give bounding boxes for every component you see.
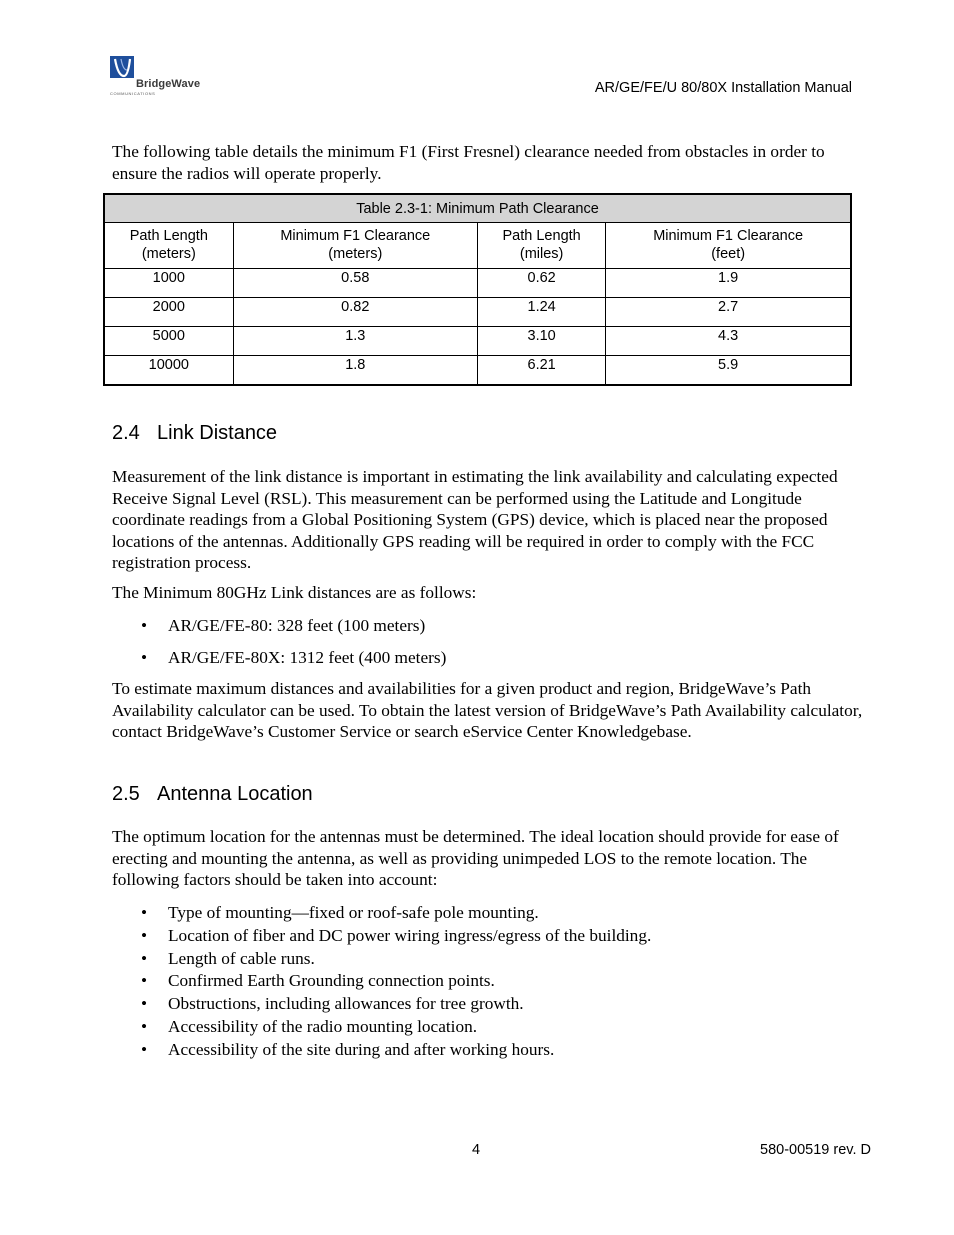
list-item: • AR/GE/FE-80X: 1312 feet (400 meters) [141, 648, 447, 668]
logo-subtitle: COMMUNICATIONS [110, 91, 156, 96]
table-cell: 1000 [104, 269, 233, 298]
bullet-icon: • [141, 616, 148, 635]
table-row [104, 298, 851, 327]
section-heading-link-distance [112, 422, 277, 445]
list-item: • Accessibility of the site during and after working hours. [112, 1039, 872, 1062]
table-cell: 2.7 [606, 298, 851, 327]
section-title: Link Distance [157, 422, 278, 444]
table-cell: 0.58 [233, 269, 477, 298]
minimum-distance-list [112, 615, 872, 669]
table-cell: 10000 [104, 356, 233, 386]
bullet-icon: • [141, 1039, 148, 1059]
logo-wordmark: BridgeWave [136, 78, 201, 90]
table-cell: 5000 [104, 327, 233, 356]
section-heading-antenna-location [112, 783, 313, 806]
page-number: 4 [472, 1142, 481, 1158]
minimum-distance-intro: The Minimum 80GHz Link distances are as follows: [112, 583, 477, 602]
intro-paragraph: The following table details the minimum F1 (First Fresnel) clearance needed from obstacles in order to ensure the radios will operate properly. [112, 142, 825, 183]
list-item: • Location of fiber and DC power wiring ingress/egress of the building. [112, 925, 872, 948]
table-row [104, 356, 851, 386]
bullet-icon: • [141, 925, 148, 945]
bridgewave-logo-icon [110, 56, 136, 90]
column-header: Path Length (miles) [477, 223, 605, 269]
list-item: • Obstructions, including allowances for tree growth. [112, 993, 872, 1016]
path-clearance-table [103, 193, 852, 386]
table-cell: 2000 [104, 298, 233, 327]
table-cell: 3.10 [477, 327, 605, 356]
bullet-icon: • [141, 1016, 148, 1036]
bullet-icon: • [141, 994, 148, 1014]
column-header: Path Length (meters) [104, 223, 233, 269]
antenna-location-paragraph: The optimum location for the antennas must be determined. The ideal location should provide for ease of erecting and mounting the antenna, as well as providing unimpeded LOS to the remote location. The following factors should be taken into account: [112, 827, 839, 890]
manual-title: AR/GE/FE/U 80/80X Installation Manual [594, 80, 852, 96]
company-logo [110, 56, 210, 100]
bullet-icon: • [141, 903, 148, 922]
column-header: Minimum F1 Clearance (meters) [233, 223, 477, 269]
column-header: Minimum F1 Clearance (feet) [606, 223, 851, 269]
path-availability-paragraph: To estimate maximum distances and availabilities for a given product and region, BridgeWave’s Path Availability calculator can be used. To obtain the latest version of BridgeWave’s Path Availability calculator, contact BridgeWave’s Customer Service or search eService Center Knowledgebase. [112, 679, 863, 742]
table-cell: 1.8 [233, 356, 477, 386]
bullet-icon: • [141, 971, 148, 991]
list-item: • Length of cable runs. [112, 948, 872, 971]
document-number: 580-00519 rev. D [760, 1142, 871, 1158]
table-cell: 5.9 [606, 356, 851, 386]
table-cell: 1.24 [477, 298, 605, 327]
table-cell: 6.21 [477, 356, 605, 386]
list-item: • Type of mounting—fixed or roof-safe pole mounting. [112, 902, 872, 925]
table-row [104, 327, 851, 356]
bullet-icon: • [141, 648, 148, 668]
link-distance-paragraph: Measurement of the link distance is important in estimating the link availability and calculating expected Receive Signal Level (RSL). This measurement can be performed using the Latitude and Longitude coordinate readings from a Global Positioning System (GPS) device, which is placed near the proposed locations of the antennas. Additionally GPS reading will be required in order to comply with the FCC registration process. [112, 467, 838, 573]
section-number: 2.4 [112, 422, 140, 444]
section-title: Antenna Location [157, 783, 313, 805]
section-number: 2.5 [112, 783, 140, 805]
table-cell: 1.9 [606, 269, 851, 298]
table-cell: 4.3 [606, 327, 851, 356]
list-item: • AR/GE/FE-80: 328 feet (100 meters) [141, 616, 426, 635]
list-item: • Accessibility of the radio mounting location. [112, 1016, 872, 1039]
table-cell: 0.82 [233, 298, 477, 327]
table-cell: 0.62 [477, 269, 605, 298]
antenna-factors-list [112, 902, 872, 1062]
table-caption: Table 2.3-1: Minimum Path Clearance [104, 194, 851, 223]
table-cell: 1.3 [233, 327, 477, 356]
bullet-icon: • [141, 948, 148, 968]
list-item: • Confirmed Earth Grounding connection points. [112, 970, 872, 993]
table-row [104, 269, 851, 298]
